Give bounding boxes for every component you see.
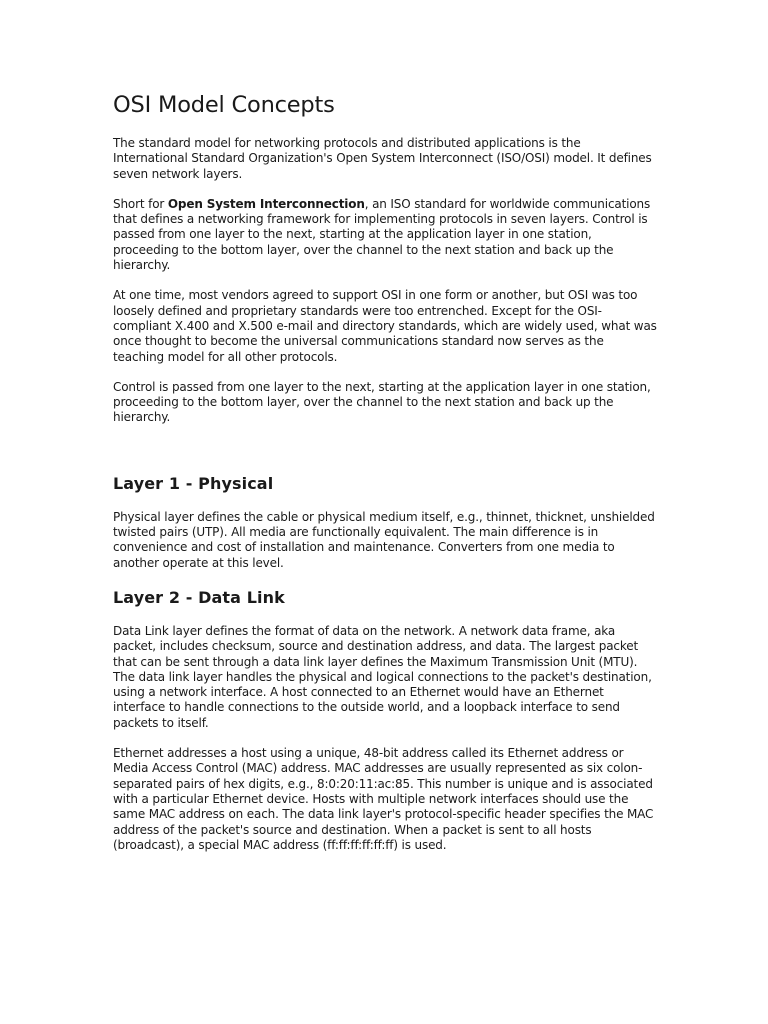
short-for-prefix: Short for (113, 196, 168, 211)
open-system-interconnection-term: Open System Interconnection (167, 196, 365, 211)
document-page (113, 92, 658, 868)
layer2-paragraph-1: Data Link layer defines the format of data on the network. A network data frame, aka packet, includes checksum, source and destination address, and data. The largest packet that can be sent through a data link layer defines the Maximum Transmission Unit (MTU). The data link layer handles the physical and logical connections to the packet's destination, using a network interface. A host connected to an Ethernet would have an Ethernet interface to handle connections to the outside world, and a loopback interface to send packets to itself. (113, 623, 652, 730)
intro-paragraph: The standard model for networking protocols and distributed applications is the International Standard Organization's Open System Interconnect (ISO/OSI) model. It defines seven network layers. (113, 136, 652, 181)
control-paragraph: Control is passed from one layer to the next, starting at the application layer in one station, proceeding to the bottom layer, over the channel to the next station and back up the hierarchy. (113, 379, 651, 425)
layer2-heading: Layer 2 - Data Link (113, 587, 285, 607)
history-paragraph: At one time, most vendors agreed to support OSI in one form or another, but OSI was too loosely defined and proprietary standards were too entrenched. Except for the OSI-compliant X.400 and X.500 e-mail and directory standards, which are widely used, what was once thought to become the universal communications standard now serves as the teaching model for all other protocols. (113, 288, 657, 364)
layer1-paragraph: Physical layer defines the cable or physical medium itself, e.g., thinnet, thicknet, unshielded twisted pairs (UTP). All media are functionally equivalent. The main difference is in convenience and cost of installation and maintenance. Converters from one media to another operate at this level. (113, 509, 655, 570)
short-for-rest: , an ISO standard for worldwide communications that defines a networking framework for implementing protocols in seven layers. Control is passed from one layer to the next, starting at the application layer in one station, proceeding to the bottom layer, over the channel to the next station and back up the hierarchy. (113, 196, 651, 273)
layer1-heading: Layer 1 - Physical (113, 473, 274, 493)
layer2-paragraph-2: Ethernet addresses a host using a unique, 48-bit address called its Ethernet address or Media Access Control (MAC) address. MAC addresses are usually represented as six colon-separated pairs of hex digits, e.g., 8:0:20:11:ac:85. This number is unique and is associated with a particular Ethernet device. Hosts with multiple network interfaces should use the same MAC address on each. The data link layer's protocol-specific header specifies the MAC address of the packet's source and destination. When a packet is sent to all hosts (broadcast), a special MAC address (ff:ff:ff:ff:ff:ff) is used. (113, 746, 654, 852)
page-title: OSI Model Concepts (113, 92, 335, 118)
short-for-paragraph (113, 197, 658, 273)
